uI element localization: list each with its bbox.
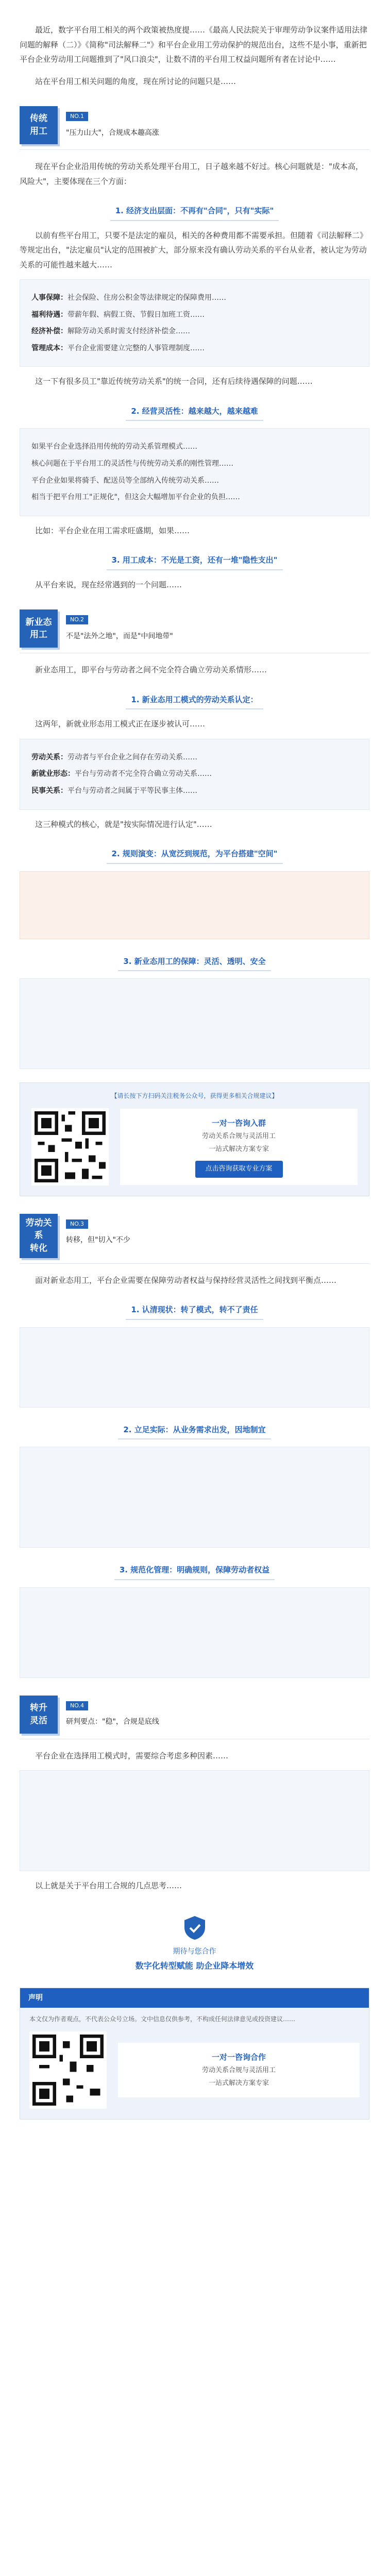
qr-line-1: 劳动关系合规与灵活用工	[201, 1132, 276, 1141]
section-3-subtitle: 转移，但"切入"不少	[66, 1236, 130, 1245]
bottom-qr-line-2: 一站式解决方案专家	[208, 2079, 269, 2088]
section-1-subtitle-2: 2. 经营灵活性：越来越大，越来越难	[20, 402, 369, 421]
section-2-box-1: 劳动关系：劳动者与平台企业之间存在劳动关系…… 新就业形态：平台与劳动者不完全符合确立劳动关系…… 民事关系：平台与劳动者之间属于平等民事主体……	[20, 739, 369, 810]
section-2-tag: 新业态 用工	[20, 609, 58, 648]
divider	[20, 149, 369, 150]
section-3-number: NO.3	[66, 1219, 88, 1229]
section-2-subtitle: 不是"法外之地"，而是"中间地带"	[66, 632, 173, 640]
section-1-box-1	[20, 279, 369, 367]
bottom-bar-title: 声明	[20, 1988, 369, 2008]
intro-para-2: 站在平台用工相关问题的角度，现在所讨论的问题只是……	[35, 76, 236, 86]
section-2-subtitle-2: 2. 规则演变：从宽泛到规范，为平台搭建"空间"	[20, 845, 369, 864]
qr-tip: 【请长按下方扫码关注税务公众号，获得更多相关合规建议】	[111, 1092, 278, 1100]
section-1-para-1: 现在平台企业沿用传统的劳动关系处理平台用工，日子越来越不好过。核心问题就是："成本高，风险大"，主要体现在三个方面：	[20, 162, 363, 186]
section-3-box-1	[20, 1327, 369, 1408]
section-2-box-2	[20, 871, 369, 939]
section-1-subtitle-1: 1. 经济支出层面：不再有"合同"，只有"实际"	[20, 202, 369, 221]
section-3-subtitle-1: 1. 认清现状：转了模式，转不了责任	[20, 1301, 369, 1320]
ending	[20, 1914, 369, 1974]
disclaimer: 本文仅为作者观点，不代表公众号立场。文中信息仅供参考，不构成任何法律意见或投资建议……	[29, 2015, 296, 2023]
section-3-subtitle-2: 2. 立足实际：从业务需求出发，因地制宜	[20, 1421, 369, 1440]
box-item: 人事保障：社会保险、住房公积金等法律规定的保障费用……	[31, 294, 226, 302]
qr-line-2: 一站式解决方案专家	[208, 1145, 269, 1153]
section-1-subtitle: "压力山大"，合规成本趣高涨	[66, 128, 159, 137]
box-item: 福利待遇：带薪年假、病假工资、节假日加班工资……	[31, 310, 205, 319]
section-4-header	[20, 1696, 369, 1734]
section-4-box-1	[20, 1770, 369, 1871]
section-3-box-3	[20, 1587, 369, 1678]
box-item: 经济补偿：解除劳动关系时需支付经济补偿金……	[31, 327, 190, 336]
ending-line-1: 期待与您合作	[173, 1947, 216, 1956]
section-4-subtitle: 研判要点："稳"，合规是底线	[66, 1718, 159, 1726]
section-3-subtitle-3: 3. 规范化管理：明确规则，保障劳动者权益	[20, 1561, 369, 1580]
section-4-para-2: 以上就是关于平台用工合规的几点思考……	[35, 1881, 182, 1891]
ending-line-2: 数字化转型赋能 助企业降本增效	[135, 1961, 254, 1971]
box-item: 管理成本：平台企业需要建立完整的人事管理制度……	[31, 344, 205, 352]
qr-code-icon[interactable]	[31, 1108, 109, 1185]
shield-check-icon	[181, 1914, 209, 1942]
bottom-qr-line-1: 劳动关系合规与灵活用工	[201, 2066, 276, 2075]
section-2-subtitle-1: 1. 新业态用工模式的劳动关系认定：	[20, 691, 369, 710]
section-1-para-5: 从平台来说，现在经常遇到的一个问题……	[35, 580, 182, 589]
consult-button[interactable]: 点击咨询获取专业方案	[195, 1161, 283, 1178]
section-1-header	[20, 106, 369, 144]
section-2-subtitle-3: 3. 新业态用工的保障：灵活、透明、安全	[20, 953, 369, 972]
section-1-tag: 传统 用工	[20, 106, 58, 144]
section-1-number: NO.1	[66, 112, 88, 121]
divider	[20, 1263, 369, 1264]
qr-headline: 一对一咨询入群	[211, 1118, 266, 1128]
bottom-qr-headline: 一对一咨询合作	[211, 2052, 266, 2062]
intro-para-1: 最近，数字平台用工相关的两个政策被热度提……《最高人民法院关于审理劳动争议案件适用法律问题的解释（二）》《简称"司法解释二"》和平台企业用工劳动保护的规范出台，这些不是小事，重新把平台企业劳动用工问题推到了"风口浪尖"，让数不清的平台用工权益问题所有者在讨论中……	[20, 25, 368, 64]
section-2-number: NO.2	[66, 615, 88, 624]
section-2-para-3: 这三种模式的核心，就是"按实际情况进行认定"……	[35, 819, 212, 829]
section-3-para-1: 面对新业态用工，平台企业需要在保障劳动者权益与保持经营灵活性之间找到平衡点……	[35, 1275, 337, 1285]
section-1-subtitle-3: 3. 用工成本：不光是工资，还有一堆"隐性支出"	[20, 551, 369, 570]
section-1-para-4: 比如：平台企业在用工需求旺盛期，如果……	[35, 526, 190, 535]
qr-code-icon[interactable]	[29, 2031, 107, 2109]
section-1-para-2: 以前有些平台用工，只要不是法定的雇员，相关的各种费用都不需要承担。但随着《司法解释二》等规定出台，"法定雇员"认定的范围被扩大，部分原来没有确认劳动关系的平台从业者，被认定为劳动关系的可能性越来越大……	[20, 230, 368, 269]
section-2-para-1: 新业态用工，即平台与劳动者之间不完全符合确立劳动关系情形……	[35, 665, 267, 675]
qr-card	[20, 1082, 369, 1196]
section-3-box-2	[20, 1447, 369, 1548]
section-2-box-3	[20, 978, 369, 1069]
section-3-header	[20, 1214, 369, 1258]
section-1-para-3: 这一下有很多员工"靠近传统劳动关系"的统一合同，还有后续待遇保障的问题……	[35, 377, 313, 386]
bottom-card	[20, 1988, 369, 2120]
section-1-box-2: 如果平台企业选择沿用传统的劳动关系管理模式…… 核心问题在于平台用工的灵活性与传统劳动关系的刚性管理…… 平台企业如果将骑手、配送员等全部纳入传统劳动关系…… 相当于把平台用工"正规化"，但这会大幅增加平台企业的负担……	[20, 428, 369, 516]
section-3-tag: 劳动关系 转化	[20, 1214, 58, 1258]
section-4-tag: 转升 灵活	[20, 1696, 58, 1734]
section-2-para-2: 这两年，新就业形态用工模式正在逐步被认可……	[35, 719, 206, 729]
section-2-header	[20, 609, 369, 648]
section-4-para-1: 平台企业在选择用工模式时，需要综合考虑多种因素……	[35, 1751, 229, 1760]
section-4-number: NO.4	[66, 1701, 88, 1710]
